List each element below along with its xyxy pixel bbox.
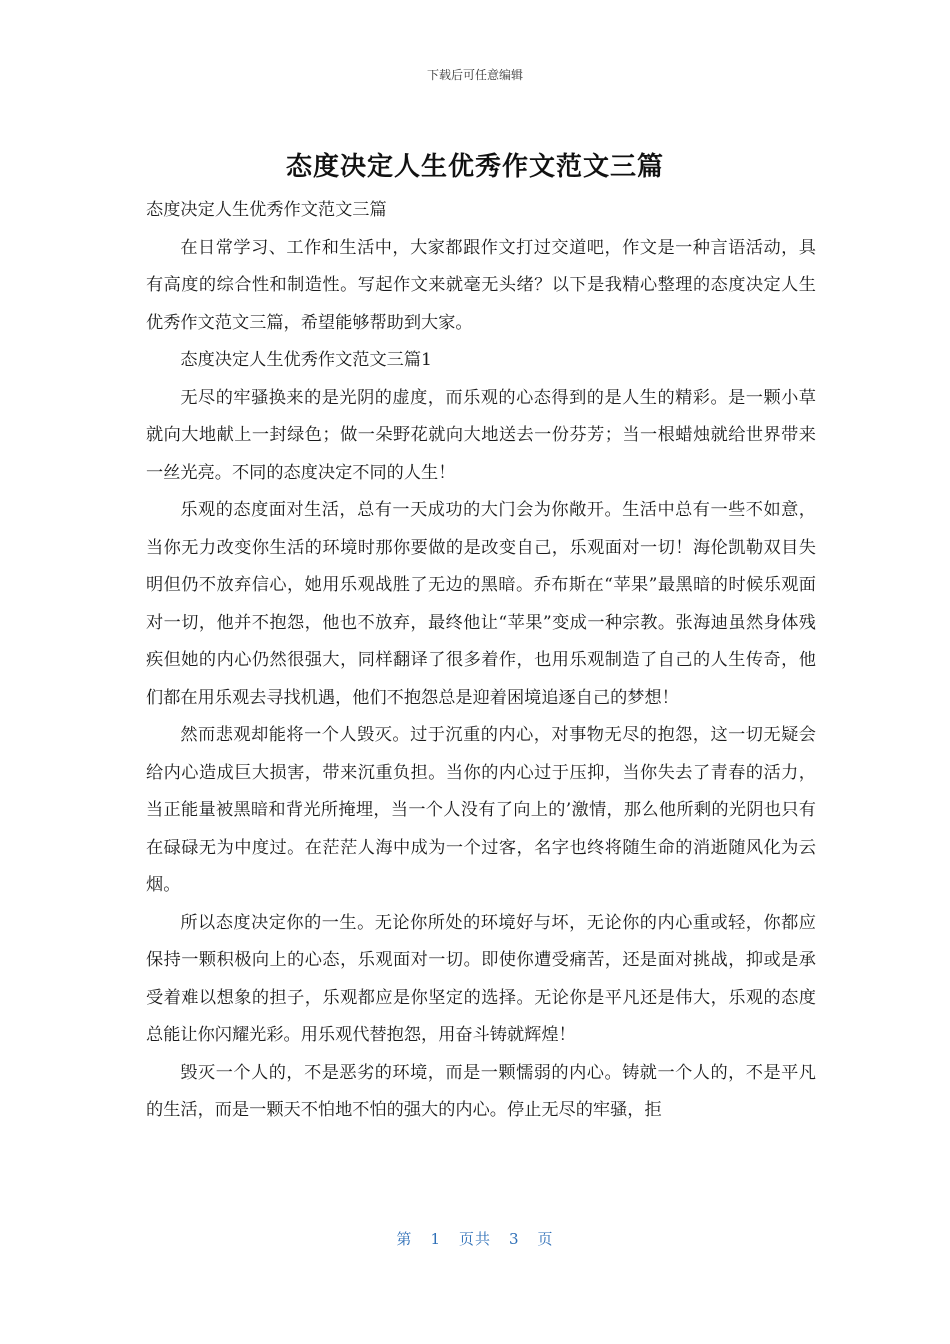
page-label-mid: 页共 xyxy=(458,1230,491,1248)
paragraph: 乐观的态度面对生活，总有一天成功的大门会为你敞开。生活中总有一些不如意，当你无力改变你生活的环境时那你要做的是改变自己，乐观面对一切！海伦凯勒双目失明但仍不放弃信心，她用乐观战胜了无边的黑暗。乔布斯在“苹果”最黑暗的时候乐观面对一切，他并不抱怨，他也不放弃，最终他让“苹果”变成一种宗教。张海迪虽然身体残疾但她的内心仍然很强大，同样翻译了很多着作，也用乐观制造了自己的人生传奇，他们都在用乐观去寻找机遇，他们不抱怨总是迎着困境追逐自己的梦想！ xyxy=(146,500,816,708)
document-subtitle: 态度决定人生优秀作文范文三篇 xyxy=(146,200,387,220)
paragraph-intro: 在日常学习、工作和生活中，大家都跟作文打过交道吧，作文是一种言语活动，具有高度的综合性和制造性。写起作文来就毫无头绪？以下是我精心整理的态度决定人生优秀作文范文三篇，希望能够帮助到大家。 xyxy=(146,237,816,333)
page-footer xyxy=(0,1228,950,1249)
paragraph: 无尽的牢骚换来的是光阴的虚度，而乐观的心态得到的是人生的精彩。是一颗小草就向大地献上一封绿色；做一朵野花就向大地送去一份芬芳；当一根蜡烛就给世界带来一丝光亮。不同的态度决定不同的人生！ xyxy=(146,387,816,483)
document-title: 态度决定人生优秀作文范文三篇 xyxy=(285,152,664,182)
document-body xyxy=(146,192,816,1130)
page-label-prefix: 第 xyxy=(396,1230,413,1248)
paragraph: 所以态度决定你的一生。无论你所处的环境好与坏，无论你的内心重或轻，你都应保持一颗积极向上的心态，乐观面对一切。即使你遭受痛苦，还是面对挑战，抑或是承受着难以想象的担子，乐观都应是你坚定的选择。无论你是平凡还是伟大，乐观的态度总能让你闪耀光彩。用乐观代替抱怨，用奋斗铸就辉煌！ xyxy=(146,912,816,1045)
total-pages: 3 xyxy=(509,1230,520,1248)
paragraph: 毁灭一个人的，不是恶劣的环境，而是一颗懦弱的内心。铸就一个人的，不是平凡的生活，而是一颗天不怕地不怕的强大的内心。停止无尽的牢骚，拒 xyxy=(146,1062,816,1120)
section-heading: 态度决定人生优秀作文范文三篇1 xyxy=(180,350,432,370)
page-label-suffix: 页 xyxy=(537,1230,554,1248)
paragraph: 然而悲观却能将一个人毁灭。过于沉重的内心，对事物无尽的抱怨，这一切无疑会给内心造成巨大损害，带来沉重负担。当你的内心过于压抑，当你失去了青春的活力，当正能量被黑暗和背光所掩埋，当一个人没有了向上的’激情，那么他所剩的光阴也只有在碌碌无为中度过。在茫茫人海中成为一个过客，名字也终将随生命的消逝随风化为云烟。 xyxy=(146,725,816,895)
page-number: 1 xyxy=(430,1230,441,1248)
header-note: 下载后可任意编辑 xyxy=(426,68,523,82)
